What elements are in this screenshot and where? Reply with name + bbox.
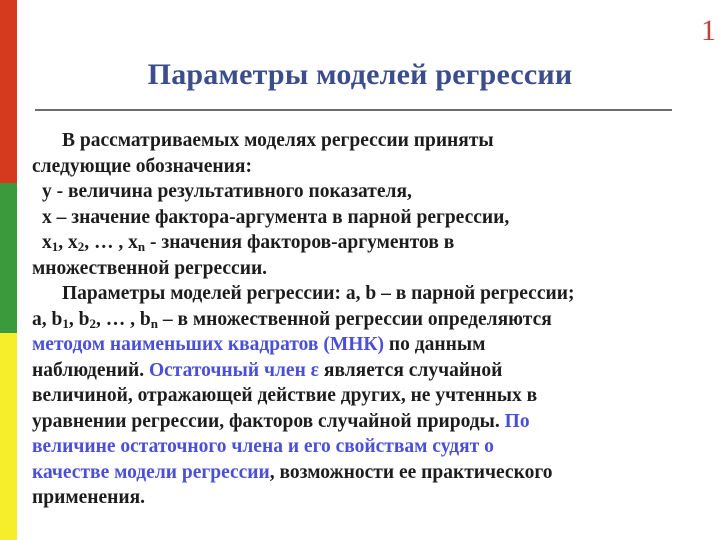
xs-text: , … , х	[84, 232, 138, 253]
subscript: n	[150, 315, 158, 331]
params-line-5: величиной, отражающей действие других, не учтенных в	[32, 385, 538, 406]
intro-paragraph	[32, 128, 697, 281]
params-text: наблюдений.	[32, 359, 149, 381]
definition-y: у - величина результативного показателя,	[42, 181, 412, 202]
params-text: а, b	[32, 308, 63, 330]
mnk-highlight: методом наименьших квадратов (МНК)	[32, 334, 385, 355]
xs-text: - значения факторов-аргументов в	[145, 232, 455, 253]
params-text: , … , b	[95, 308, 151, 330]
accent-bar-yellow	[0, 333, 17, 540]
intro-line-1: В рассматриваемых моделях регрессии приняты	[62, 130, 494, 151]
page-number: 1	[701, 14, 716, 47]
params-line-6	[32, 409, 697, 435]
params-line-9: применения.	[32, 487, 146, 508]
subscript: n	[137, 239, 146, 254]
subscript: 2	[77, 239, 85, 254]
xs-text: х	[42, 232, 52, 253]
title-divider	[35, 109, 672, 111]
definition-xs-line-2: множественной регрессии.	[32, 257, 268, 279]
slide-body	[32, 128, 697, 511]
accent-bar-green	[0, 183, 17, 333]
subscript: 1	[62, 315, 69, 331]
definition-x: х – значение фактора-аргумента в парной регрессии,	[42, 206, 510, 228]
params-line-3	[32, 332, 697, 358]
params-line-7: величине остаточного члена и его свойствам судят о	[32, 436, 494, 457]
params-text: по данным	[384, 334, 486, 355]
params-line-4	[32, 358, 697, 384]
definition-xs	[32, 230, 697, 256]
params-text: уравнении регрессии, факторов случайной природы.	[32, 410, 505, 432]
subscript: 1	[51, 239, 59, 254]
po-highlight: По	[504, 410, 530, 432]
params-text: – в множественной регрессии определяются	[157, 308, 552, 330]
quality-highlight: качестве модели регрессии	[32, 461, 270, 483]
intro-line-2: следующие обозначения:	[32, 155, 252, 177]
params-line-8	[32, 460, 697, 486]
subscript: 2	[89, 315, 96, 331]
slide-title: Параметры моделей регрессии	[147, 58, 573, 91]
residual-highlight: Остаточный член ε	[148, 359, 320, 381]
params-text: , b	[68, 308, 90, 330]
params-line-2	[32, 307, 697, 333]
parameters-paragraph	[32, 281, 697, 511]
params-text: является случайной	[319, 359, 503, 381]
params-text: , возможности ее практического	[269, 461, 553, 483]
params-line-1: Параметры моделей регрессии: а, b – в парной регрессии;	[62, 283, 575, 304]
xs-text: , х	[58, 232, 78, 253]
